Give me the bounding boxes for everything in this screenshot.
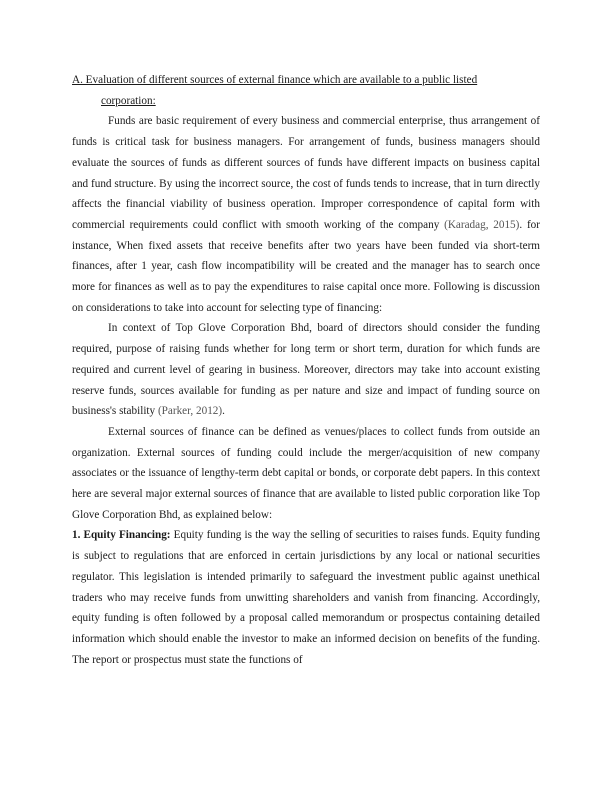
paragraph-funds-requirement (72, 111, 540, 318)
document-page (72, 70, 540, 670)
paragraph-text: . for instance, When fixed assets that receive benefits after two years have been funded via short-term finances, after 1 year, cash flow incompatibility will be created and the manager has to search once more for finances as well as to pay the expenditures to raise capital once more. Following is discussion on considerations to take into account for selecting type of financing: (72, 218, 541, 314)
paragraph-text: Equity funding is the way the selling of securities to raises funds. Equity funding is subject to regulations that are enforced in certain jurisdictions by any local or national securities regulator. This legislation is intended primarily to safeguard the investment public against unethical traders who may receive funds from unwitting shareholders and vanish from financing. Accordingly, equity funding is often followed by a proposal called memorandum or prospectus containing detailed information which should enable the investor to make an informed decision on benefits of the funding. The report or prospectus must state the functions of (72, 529, 540, 666)
paragraph-external-sources: External sources of finance can be defined as venues/places to collect funds from outside an organization. External sources of funding could include the merger/acquisition of new company associates or the issuance of lengthy-term debt capital or bonds, or corporate debt papers. In this context here are several major external sources of finance that are available to listed public corporation like Top Glove Corporation Bhd, as explained below: (72, 425, 540, 521)
paragraph-text: In context of Top Glove Corporation Bhd, board of directors should consider the funding required, purpose of raising funds whether for long term or short term, duration for which funds are required and current level of gearing in business. Moreover, directors may take into account existing reserve funds, sources available for funding as per nature and size and impact of funding source on business's stability (72, 322, 540, 418)
citation-parker: (Parker, 2012) (157, 405, 223, 418)
section-heading-prefix: A. Evaluation of different sources of external finance which are available to a public listed (72, 74, 478, 86)
citation-karadag: (Karadag, 2015) (444, 218, 520, 231)
paragraph-text: Funds are basic requirement of every business and commercial enterprise, thus arrangement of funds is critical task for business managers. For arrangement of funds, business managers should evaluate the sources of funds as different sources of funds have different impacts on business capital and fund structure. By using the incorrect source, the cost of funds tends to increase, that in turn directly affects the financial viability of business operation. Improper correspondence of capital form with commercial requirements could conflict with smooth working of the company (72, 115, 540, 231)
paragraph-top-glove-context (72, 318, 540, 422)
paragraph-equity-financing (72, 525, 540, 670)
equity-financing-label: 1. Equity Financing: (72, 529, 171, 542)
section-heading-title: corporation: (101, 94, 156, 107)
section-heading (72, 70, 540, 111)
paragraph-text: . (222, 405, 225, 418)
